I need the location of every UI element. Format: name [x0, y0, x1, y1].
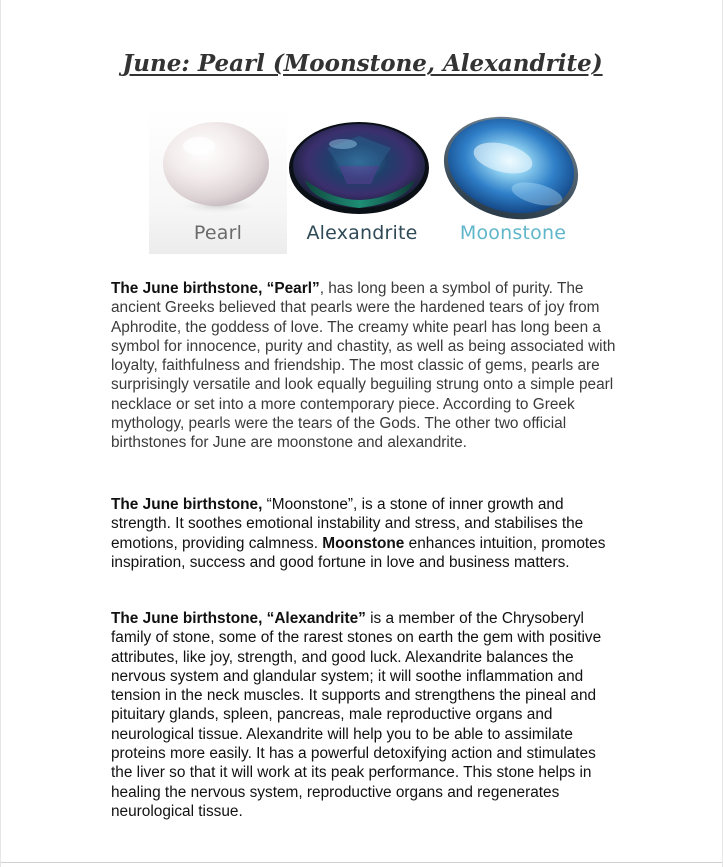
moonstone-card [437, 108, 589, 254]
pearl-paragraph [111, 279, 621, 453]
moonstone-label: Moonstone [459, 222, 567, 244]
pearl-lead: The June birthstone, [111, 280, 267, 297]
pearl-label: Pearl [193, 222, 243, 244]
alexandrite-body: is a member of the Chrysoberyl family of stone, some of the rarest stones on earth the gem with positive attributes, like joy, strength, and good luck. Alexandrite balances the nervous system and glandular system; it will soothe inflammation and tension in the neck muscles. It supports and strengthens the pineal and pituitary glands, spleen, pancreas, male reproductive organs and neurological tissue. Alexandrite will help you to be able to assimilate proteins more easily. It has a powerful detoxifying action and stimulates the liver so that it will work at its peak performance. This stone helps in healing the nervous system, reproductive organs and regenerates neurological tissue. [111, 610, 602, 820]
alexandrite-paragraph [111, 609, 621, 821]
gemstone-image [149, 108, 589, 254]
pearl-card [149, 108, 287, 254]
moonstone-bold-word: Moonstone [322, 534, 405, 552]
alexandrite-lead: The June birthstone, “Alexandrite” [111, 610, 366, 627]
page-title: June: Pearl (Moonstone, Alexandrite) [122, 50, 603, 77]
moonstone-paragraph [111, 495, 621, 572]
page-bottom-rule [1, 862, 722, 863]
alexandrite-label: Alexandrite [306, 222, 418, 244]
moonstone-body-2: enhances intuition, promotes inspiration, success and good fortune in love and business matters. [111, 534, 606, 571]
moonstone-lead: The June birthstone, [111, 496, 267, 513]
moonstone-body-1: , is a stone of inner growth and strength. It soothes emotional instability and stress, and stabilises the emotions, providing calmness. [111, 496, 584, 552]
moonstone-name: “Moonstone” [266, 496, 354, 513]
alexandrite-card [287, 108, 437, 254]
pearl-name: “Pearl” [266, 280, 320, 297]
pearl-body: , has long been a symbol of purity. The ancient Greeks believed that pearls were the hardened tears of joy from Aphrodite, the goddess of love. The creamy white pearl has long been a symbol for innocence, purity and chastity, as well as being associated with loyalty, faithfulness and friendship. The most classic of gems, pearls are surprisingly versatile and look equally beguiling strung onto a simple pearl necklace or set into a more contemporary piece. According to Greek mythology, pearls were the tears of the Gods. The other two official birthstones for June are moonstone and alexandrite. [111, 280, 616, 452]
